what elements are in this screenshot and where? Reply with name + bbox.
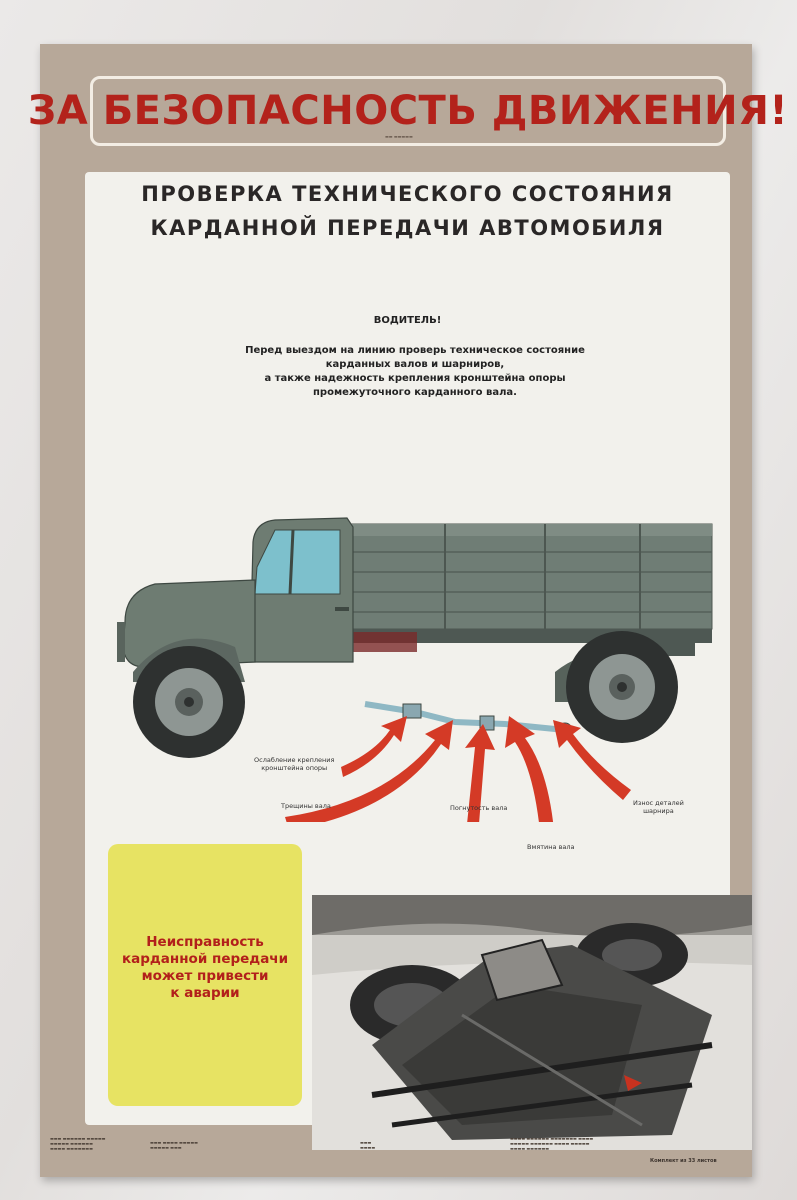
- fine-print-center: ▬▬▬ ▬▬▬▬: [360, 1140, 376, 1150]
- footer-set-note: Комплект из 33 листов: [650, 1158, 717, 1164]
- warning-line-4: к аварии: [170, 985, 240, 1001]
- warning-box: [108, 844, 302, 1106]
- poster-title: ЗА БЕЗОПАСНОСТЬ ДВИЖЕНИЯ!: [27, 88, 789, 134]
- footer-print: [40, 1130, 752, 1170]
- callout-bracket-line-2: кронштейна опоры: [261, 764, 328, 772]
- callout-bracket-line-1: Ослабление крепления: [254, 756, 335, 764]
- notice-line-3: а также надежность крепления кронштейна опоры: [264, 373, 566, 384]
- callout-bracket: [254, 756, 334, 772]
- notice-body: [205, 344, 625, 400]
- imprint-mark: ▬▬ ▬▬▬▬▬: [385, 134, 413, 139]
- notice-title: ВОДИТЕЛЬ!: [373, 315, 442, 326]
- warning-text: [108, 934, 302, 1002]
- front-wheel: [133, 646, 245, 758]
- callout-bend: Погнутость вала: [450, 804, 508, 812]
- callout-wear-line-1: Износ деталей: [633, 799, 684, 807]
- notice-line-2: карданных валов и шарниров,: [325, 359, 505, 370]
- notice-line-1: Перед выездом на линию проверь техническое состояние: [245, 345, 585, 356]
- fine-print-right: ▬▬▬▬ ▬▬▬▬▬▬ ▬▬▬▬▬▬▬ ▬▬▬▬ ▬▬▬▬▬ ▬▬▬▬▬▬ ▬▬▬▬ ▬▬▬▬▬ ▬▬▬▬ ▬▬▬▬▬▬: [510, 1136, 594, 1151]
- poster: [27, 44, 789, 1177]
- warning-line-3: может привести: [141, 968, 269, 984]
- heading-line-2: КАРДАННОЙ ПЕРЕДАЧИ АВТОМОБИЛЯ: [150, 216, 665, 240]
- warning-line-2: карданной передачи: [121, 951, 289, 967]
- content-panel: [85, 172, 730, 1125]
- fine-print-middle: ▬▬▬ ▬▬▬▬ ▬▬▬▬▬ ▬▬▬▬▬ ▬▬▬: [150, 1140, 198, 1150]
- arrow-bracket: [341, 716, 407, 777]
- callout-dent: Вмятина вала: [527, 843, 575, 851]
- cargo-bed: [347, 524, 712, 629]
- heading-line-1: ПРОВЕРКА ТЕХНИЧЕСКОГО СОСТОЯНИЯ: [141, 182, 674, 206]
- truck-illustration: [85, 472, 730, 822]
- callout-cracks: Трещины вала: [281, 802, 331, 810]
- callout-wear: [633, 799, 684, 815]
- fine-print-left: ▬▬▬ ▬▬▬▬▬▬ ▬▬▬▬▬ ▬▬▬▬▬ ▬▬▬▬▬▬ ▬▬▬▬ ▬▬▬▬▬▬▬: [50, 1136, 106, 1151]
- crash-photo: [312, 895, 752, 1150]
- notice-line-4: промежуточного карданного вала.: [313, 387, 517, 398]
- poster-heading: [85, 172, 730, 245]
- truck-cab: [250, 518, 353, 662]
- warning-line-1: Неисправность: [146, 934, 264, 950]
- callout-wear-line-2: шарнира: [643, 807, 674, 815]
- arrow-dent: [505, 716, 555, 822]
